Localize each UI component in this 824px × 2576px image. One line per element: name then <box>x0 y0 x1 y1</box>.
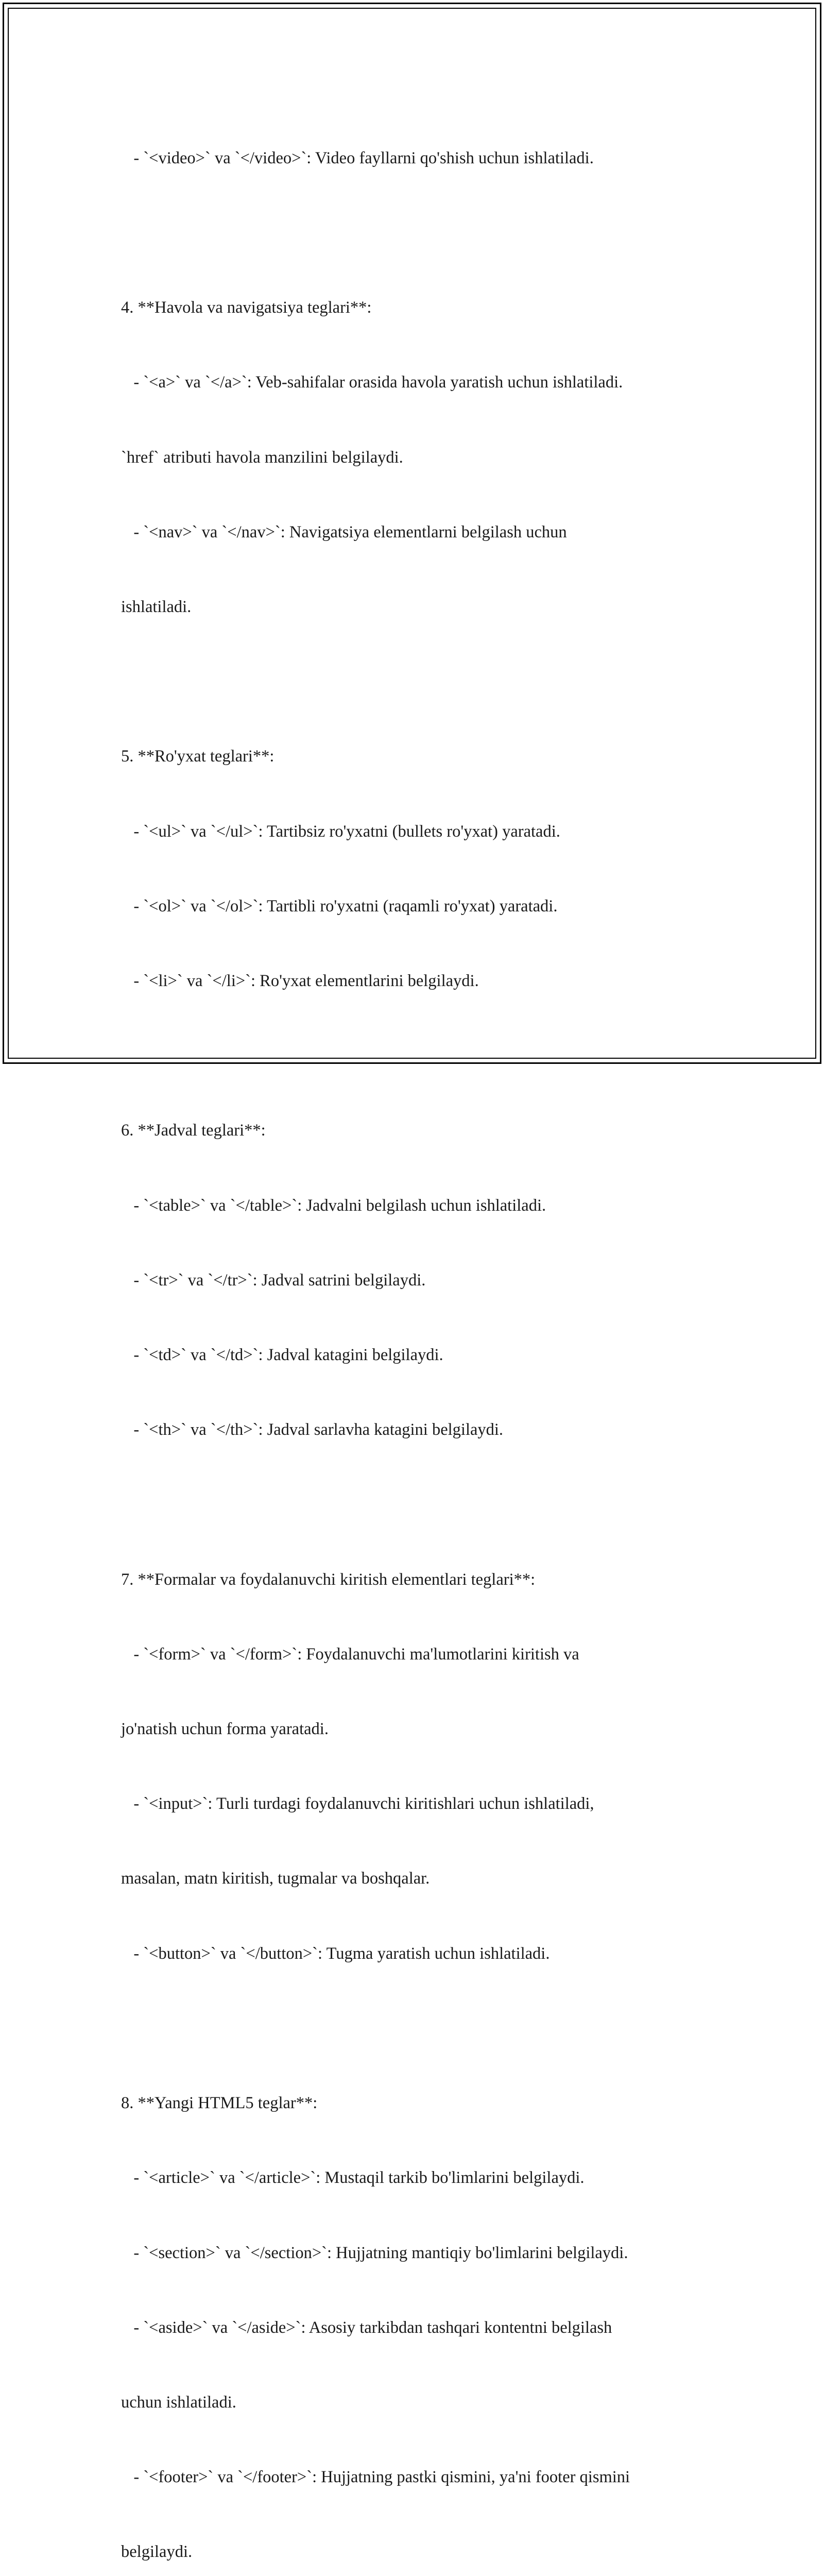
section-heading: 6. **Jadval teglari**: <box>121 1121 266 1140</box>
text-line: - `<td>` va `</td>`: Jadval katagini belgilaydi. <box>121 1346 443 1365</box>
section-heading: 8. **Yangi HTML5 teglar**: <box>121 2094 318 2113</box>
text-line: uchun ishlatiladi. <box>121 2393 236 2412</box>
text-line: masalan, matn kiritish, tugmalar va boshqalar. <box>121 1869 430 1888</box>
text-line: belgilaydi. <box>121 2543 193 2562</box>
text-line: - `<video>` va `</video>`: Video fayllarni qo'shish uchun ishlatiladi. <box>121 148 594 167</box>
section-heading: 5. **Ro'yxat teglari**: <box>121 747 274 766</box>
text-line: - `<th>` va `</th>`: Jadval sarlavha katagini belgilaydi. <box>121 1420 504 1439</box>
text-line: - `<footer>` va `</footer>`: Hujjatning pastki qismini, ya'ni footer qismini <box>121 2468 630 2487</box>
text-line: - `<a>` va `</a>`: Veb-sahifalar orasida havola yaratish uchun ishlatiladi. <box>121 373 623 392</box>
blank-line <box>121 1043 729 1068</box>
text-line: - `<ul>` va `</ul>`: Tartibsiz ro'yxatni (bullets ro'yxat) yaratadi. <box>121 822 560 841</box>
blank-line <box>121 669 729 694</box>
blank-line <box>121 2016 729 2041</box>
blank-line <box>121 1492 729 1517</box>
text-line: - `<nav>` va `</nav>`: Navigatsiya elementlarni belgilash uchun <box>121 522 567 541</box>
text-line: - `<button>` va `</button>`: Tugma yaratish uchun ishlatiladi. <box>121 1944 550 1963</box>
section-heading: 4. **Havola va navigatsiya teglari**: <box>121 298 372 317</box>
text-line: - `<table>` va `</table>`: Jadvalni belgilash uchun ishlatiladi. <box>121 1196 546 1215</box>
text-line: ishlatiladi. <box>121 598 192 617</box>
text-line: - `<aside>` va `</aside>`: Asosiy tarkibdan tashqari kontentni belgilash <box>121 2318 612 2337</box>
text-line: - `<form>` va `</form>`: Foydalanuvchi ma'lumotlarini kiritish va <box>121 1645 579 1664</box>
document-body <box>121 96 729 2576</box>
text-line: - `<input>`: Turli turdagi foydalanuvchi kiritishlari uchun ishlatiladi, <box>121 1794 594 1814</box>
text-line: - `<tr>` va `</tr>`: Jadval satrini belgilaydi. <box>121 1270 426 1290</box>
text-line: jo'natish uchun forma yaratadi. <box>121 1720 329 1739</box>
text-line: `href` atributi havola manzilini belgilaydi. <box>121 448 403 467</box>
text-line: - `<article>` va `</article>`: Mustaqil tarkib bo'limlarini belgilaydi. <box>121 2168 585 2188</box>
blank-line <box>121 221 729 245</box>
section-heading: 7. **Formalar va foydalanuvchi kiritish elementlari teglari**: <box>121 1570 536 1589</box>
text-line: - `<section>` va `</section>`: Hujjatning mantiqiy bo'limlarini belgilaydi. <box>121 2243 628 2262</box>
text-line: - `<ol>` va `</ol>`: Tartibli ro'yxatni (raqamli ro'yxat) yaratadi. <box>121 896 558 916</box>
text-line: - `<li>` va `</li>`: Ro'yxat elementlarini belgilaydi. <box>121 972 479 991</box>
